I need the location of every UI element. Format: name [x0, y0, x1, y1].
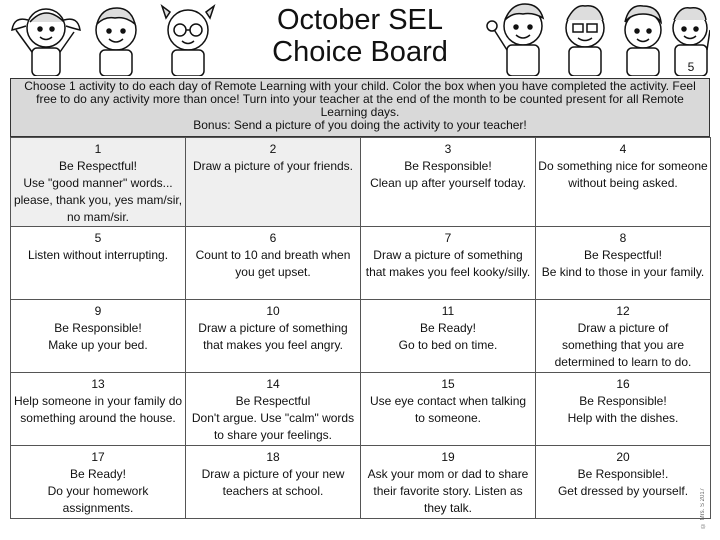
activity-line: without being asked. [568, 176, 678, 190]
day-number: 13 [91, 377, 105, 391]
activity-line: that makes you feel kooky/silly. [365, 265, 531, 279]
board-row [11, 373, 711, 446]
activity-line: Be Responsible! [54, 321, 142, 335]
day-number: 5 [94, 231, 102, 245]
activity-cell-day-3[interactable] [361, 138, 536, 227]
activity-line: you get upset. [235, 265, 311, 279]
board-row [11, 446, 711, 519]
activity-cell-day-1[interactable] [11, 138, 186, 227]
activity-line: Draw a picture of something [373, 248, 523, 262]
day-number: 1 [94, 142, 102, 156]
activity-cell-day-7[interactable] [361, 227, 536, 300]
header [0, 0, 720, 78]
day-number: 9 [94, 304, 102, 318]
title-line-1: October SEL [276, 4, 444, 36]
board-row [11, 138, 711, 227]
activity-line: Draw a picture of your friends. [192, 159, 354, 173]
activity-line: Be Responsible! [579, 394, 667, 408]
activity-line: determined to learn to do. [554, 355, 692, 369]
activity-cell-day-10[interactable] [186, 300, 361, 373]
activity-line: Be kind to those in your family. [541, 265, 705, 279]
activity-line: Be Respectful! [58, 159, 138, 173]
activity-cell-day-12[interactable] [536, 300, 711, 373]
activity-cell-day-13[interactable] [11, 373, 186, 446]
activity-cell-day-4[interactable] [536, 138, 711, 227]
activity-line: Draw a picture of [577, 321, 669, 335]
day-number: 12 [616, 304, 630, 318]
activity-line: Be Respectful [235, 394, 311, 408]
cartoon-kids-left-illustration [8, 2, 230, 76]
activity-cell-day-17[interactable] [11, 446, 186, 519]
activity-line: Make up your bed. [48, 338, 148, 352]
activity-cell-day-6[interactable] [186, 227, 361, 300]
activity-line: Be Ready! [69, 467, 127, 481]
page-title [240, 4, 480, 68]
activity-line: Be Respectful! [583, 248, 663, 262]
day-number: 18 [266, 450, 280, 464]
activity-cell-day-8[interactable] [536, 227, 711, 300]
day-number: 19 [441, 450, 455, 464]
activity-line: something around the house. [20, 411, 176, 425]
day-number: 7 [444, 231, 452, 245]
day-number: 4 [619, 142, 627, 156]
bonus-text: Bonus: Send a picture of you doing the activity to your teacher! [193, 118, 527, 132]
title-line-2: Choice Board [272, 36, 448, 68]
day-number: 14 [266, 377, 280, 391]
activity-cell-day-11[interactable] [361, 300, 536, 373]
shirt-number-badge: 5 [687, 60, 695, 74]
day-number: 15 [441, 377, 455, 391]
day-number: 11 [441, 304, 455, 318]
day-number: 8 [619, 231, 627, 245]
day-number: 16 [616, 377, 630, 391]
activity-line: to someone. [414, 411, 482, 425]
day-number: 6 [269, 231, 277, 245]
activity-line: something that you are [561, 338, 685, 352]
activity-line: Do your homework [47, 484, 149, 498]
instructions-box [10, 78, 710, 137]
activity-line: Be Ready! [419, 321, 477, 335]
activity-cell-day-20[interactable] [536, 446, 711, 519]
day-number: 2 [269, 142, 277, 156]
copyright-note: © Mrs. S 2017 [700, 487, 706, 528]
day-number: 3 [444, 142, 452, 156]
activity-line: assignments. [62, 501, 134, 515]
activity-line: Count to 10 and breath when [195, 248, 351, 262]
board-row [11, 227, 711, 300]
activity-line: Be Responsible! [404, 159, 492, 173]
day-number: 20 [616, 450, 630, 464]
day-number: 17 [91, 450, 105, 464]
activity-line: Help someone in your family do [13, 394, 183, 408]
activity-line: Help with the dishes. [567, 411, 679, 425]
activity-line: Don't argue. Use "calm" words [191, 411, 355, 425]
activity-line: teachers at school. [222, 484, 324, 498]
activity-line: Go to bed on time. [398, 338, 498, 352]
cartoon-kids-right-illustration [485, 2, 710, 76]
activity-line: please, thank you, yes mam/sir, [13, 193, 183, 207]
activity-line: Draw a picture of your new [201, 467, 345, 481]
activity-line: that makes you feel angry. [203, 338, 343, 352]
activity-line: Use "good manner" words... [23, 176, 173, 190]
board-row [11, 300, 711, 373]
activity-line: Be Responsible!. [577, 467, 669, 481]
activity-cell-day-15[interactable] [361, 373, 536, 446]
activity-cell-day-5[interactable] [11, 227, 186, 300]
activity-line: to share your feelings. [213, 428, 333, 442]
activity-line: Use eye contact when talking [369, 394, 527, 408]
activity-line: Draw a picture of something [198, 321, 348, 335]
day-number: 10 [266, 304, 280, 318]
activity-cell-day-19[interactable] [361, 446, 536, 519]
activity-cell-day-14[interactable] [186, 373, 361, 446]
activity-cell-day-2[interactable] [186, 138, 361, 227]
activity-line: Do something nice for someone [538, 159, 708, 173]
activity-line: Listen without interrupting. [27, 248, 169, 262]
activity-cell-day-16[interactable] [536, 373, 711, 446]
activity-line: no mam/sir. [66, 210, 129, 224]
choice-board-grid [10, 137, 711, 519]
activity-line: Get dressed by yourself. [557, 484, 689, 498]
activity-line: their favorite story. Listen as [373, 484, 523, 498]
activity-line: Ask your mom or dad to share [367, 467, 529, 481]
activity-line: Clean up after yourself today. [370, 176, 526, 190]
activity-line: they talk. [423, 501, 473, 515]
instructions-text: Choose 1 activity to do each day of Remote Learning with your child. Color the box when you have completed the activity. Feel free to do any activity more than once! Turn into your teacher at the end of the month to be counted present for all Remote Learning days. [24, 79, 696, 119]
activity-cell-day-9[interactable] [11, 300, 186, 373]
activity-cell-day-18[interactable] [186, 446, 361, 519]
